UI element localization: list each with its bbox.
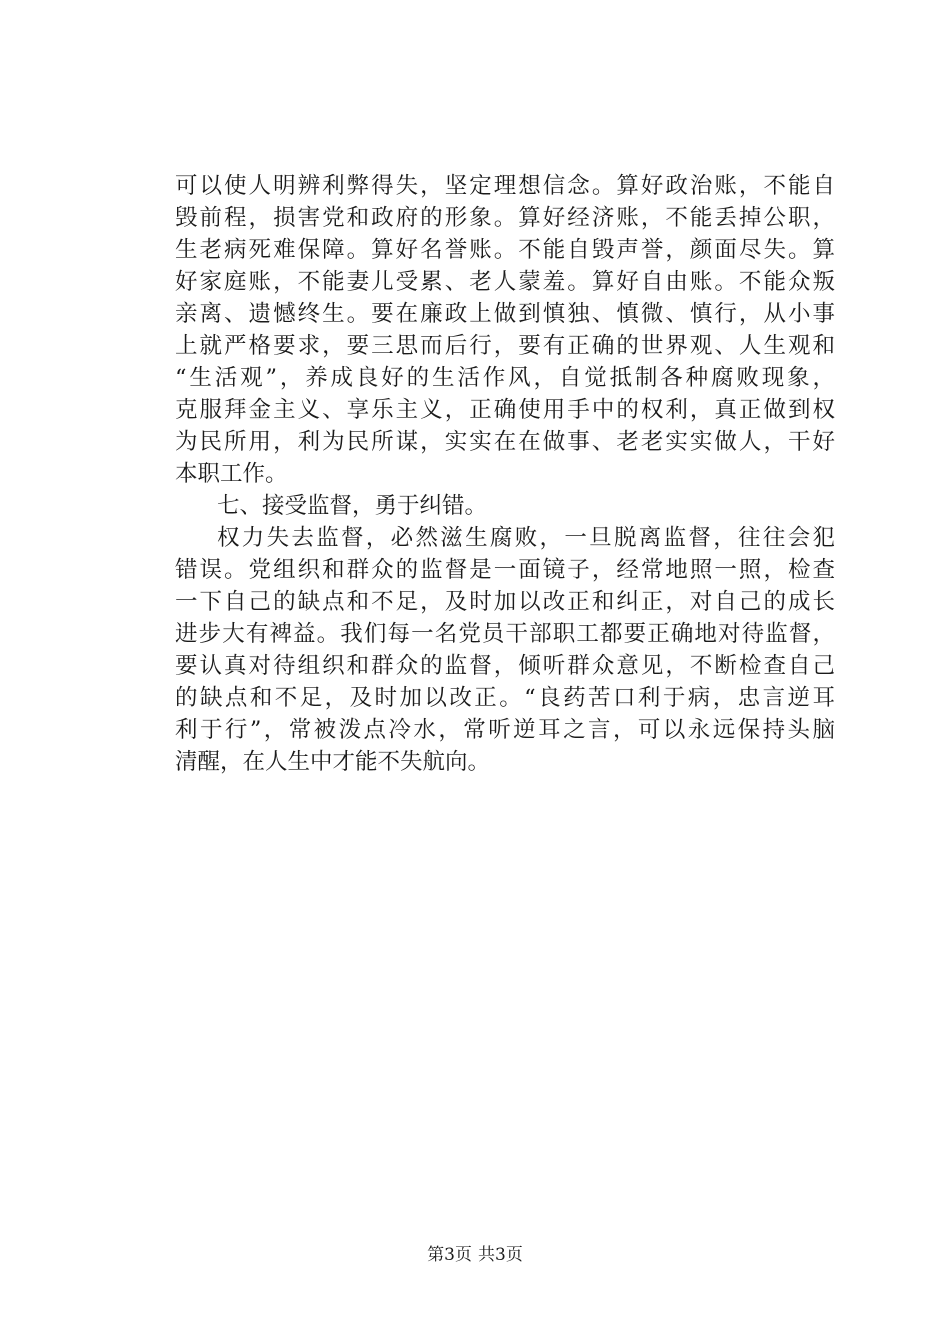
paragraph-line: 克服拜金主义、享乐主义，正确使用手中的权利，真正做到权 (175, 397, 835, 423)
paragraph-line: 毁前程，损害党和政府的形象。算好经济账，不能丢掉公职， (175, 205, 835, 231)
paragraph-line: 可以使人明辨利弊得失，坚定理想信念。算好政治账，不能自 (175, 173, 835, 199)
paragraph-line: 上就严格要求，要三思而后行，要有正确的世界观、人生观和 (175, 333, 835, 359)
paragraph-line: 清醒，在人生中才能不失航向。 (175, 749, 491, 775)
page-number-current: 第3页 (427, 1245, 472, 1265)
paragraph-line: 利于行”，常被泼点冷水，常听逆耳之言，可以永远保持头脑 (175, 717, 835, 743)
paragraph-line: 一下自己的缺点和不足，及时加以改正和纠正，对自己的成长 (175, 589, 835, 615)
paragraph-line: 亲离、遗憾终生。要在廉政上做到慎独、慎微、慎行，从小事 (175, 301, 835, 327)
paragraph-line: 错误。党组织和群众的监督是一面镜子，经常地照一照，检查 (175, 557, 835, 583)
paragraph-line: 生老病死难保障。算好名誉账。不能自毁声誉，颜面尽失。算 (175, 237, 835, 263)
body-text (175, 170, 835, 778)
paragraph-line: “生活观”，养成良好的生活作风，自觉抵制各种腐败现象， (175, 365, 835, 391)
paragraph-line: 要认真对待组织和群众的监督，倾听群众意见，不断检查自己 (175, 653, 835, 679)
paragraph-line: 权力失去监督，必然滋生腐败，一旦脱离监督，往往会犯 (217, 525, 835, 551)
paragraph-line: 本职工作。 (175, 461, 288, 487)
paragraph-line: 为民所用，利为民所谋，实实在在做事、老老实实做人，干好 (175, 429, 835, 455)
paragraph-line: 好家庭账，不能妻儿受累、老人蒙羞。算好自由账。不能众叛 (175, 269, 835, 295)
paragraph-line: 的缺点和不足，及时加以改正。“良药苦口利于病，忠言逆耳 (175, 685, 835, 711)
paragraph-line: 进步大有裨益。我们每一名党员干部职工都要正确地对待监督， (175, 621, 835, 647)
page-number-total: 共3页 (478, 1245, 523, 1265)
page-footer (0, 1243, 950, 1267)
section-heading: 七、接受监督，勇于纠错。 (217, 493, 488, 519)
